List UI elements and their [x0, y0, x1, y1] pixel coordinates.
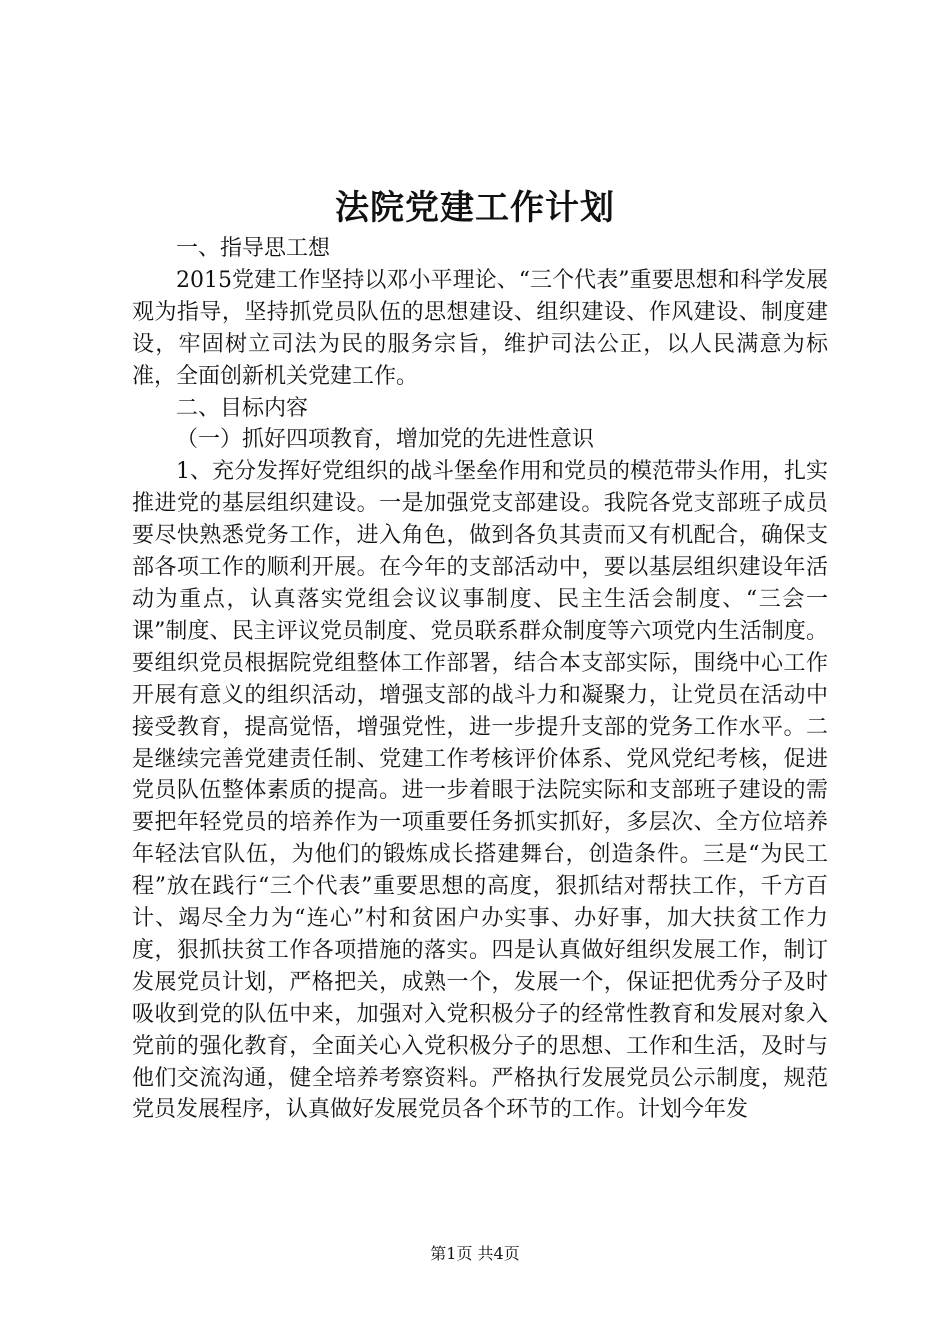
body-paragraph: 2015党建工作坚持以邓小平理论、“三个代表”重要思想和科学发展观为指导，坚持抓党员队伍的思想建设、组织建设、作风建设、制度建设，牢固树立司法为民的服务宗旨，维护司法公正，以人民满意为标准，全面创新机关党建工作。: [132, 267, 829, 389]
page-number-footer: 第1页 共4页: [430, 1244, 520, 1263]
document-title: 法院党建工作计划: [335, 188, 615, 228]
document-body: [132, 233, 828, 1126]
section-heading: 一、指导思工想: [176, 236, 331, 261]
subsection-heading: （一）抓好四项教育，增加党的先进性意识: [176, 427, 595, 453]
body-paragraph: 1、充分发挥好党组织的战斗堡垒作用和党员的模范带头作用，扎实推进党的基层组织建设。一是加强党支部建设。我院各党支部班子成员要尽快熟悉党务工作，进入角色，做到各负其责而又有机配合，确保支部各项工作的顺利开展。在今年的支部活动中，要以基层组织建设年活动为重点，认真落实党组会议议事制度、民主生活会制度、“三会一课”制度、民主评议党员制度、党员联系群众制度等六项党内生活制度。要组织党员根据院党组整体工作部署，结合本支部实际，围绕中心工作开展有意义的组织活动，增强支部的战斗力和凝聚力，让党员在活动中接受教育，提高觉悟，增强党性，进一步提升支部的党务工作水平。二是继续完善党建责任制、党建工作考核评价体系、党风党纪考核，促进党员队伍整体素质的提高。进一步着眼于法院实际和支部班子建设的需要把年轻党员的培养作为一项重要任务抓实抓好，多层次、全方位培养年轻法官队伍，为他们的锻炼成长搭建舞台，创造条件。三是“为民工程”放在践行“三个代表”重要思想的高度，狠抓结对帮扶工作，千方百计、竭尽全力为“连心”村和贫困户办实事、办好事，加大扶贫工作力度，狠抓扶贫工作各项措施的落实。四是认真做好组织发展工作，制订发展党员计划，严格把关，成熟一个，发展一个，保证把优秀分子及时吸收到党的队伍中来，加强对入党积极分子的经常性教育和发展对象入党前的强化教育，全面关心入党积极分子的思想、工作和生活，及时与他们交流沟通，健全培养考察资料。严格执行发展党员公示制度，规范党员发展程序，认真做好发展党员各个环节的工作。计划今年发: [132, 459, 828, 1123]
section-heading: 二、目标内容: [176, 395, 309, 421]
